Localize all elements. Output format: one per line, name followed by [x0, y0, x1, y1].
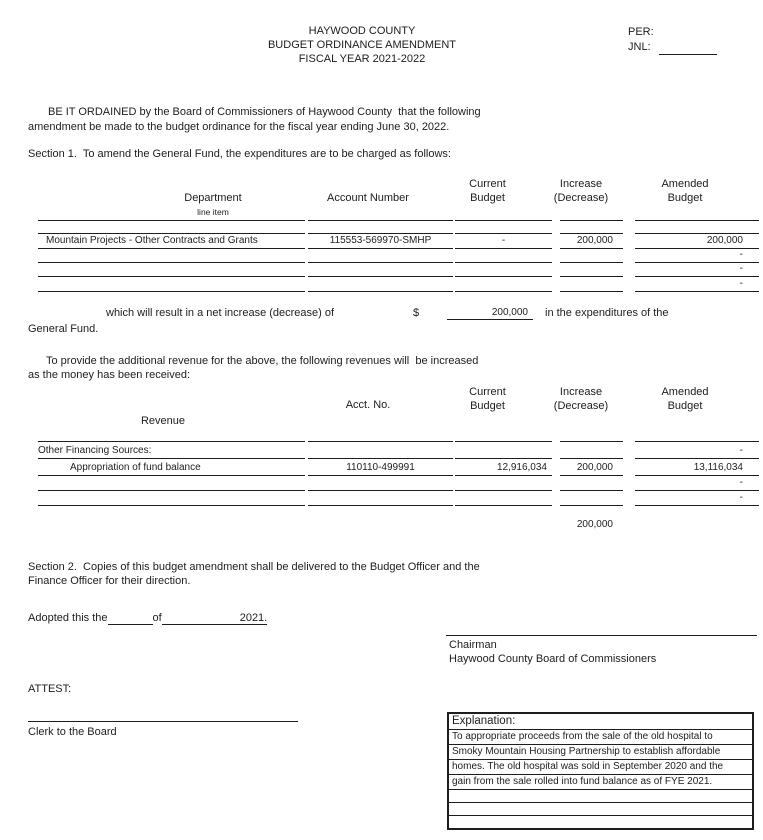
revenue-intro-line1: To provide the additional revenue for the above, the following revenues will be increased [46, 355, 479, 367]
explanation-line: To appropriate proceeds from the sale of the old hospital to [449, 730, 752, 745]
section1-heading: Section 1. To amend the General Fund, the expenditures are to be charged as follows: [28, 148, 451, 160]
col-header-account-number: Account Number [327, 192, 409, 204]
current-budget-cell [455, 491, 552, 506]
col-header-revenue: Revenue [140, 415, 186, 427]
col-header-increase-decrease: Increase (Decrease) [553, 386, 609, 412]
account-cell: 110110-499991 [308, 459, 453, 476]
increase-cell [560, 491, 623, 506]
attest-label: ATTEST: [28, 683, 72, 695]
amended-budget-cell: 200,000 [635, 233, 759, 249]
col-header-department: Department [184, 192, 242, 204]
amended-budget-cell: - [635, 441, 759, 459]
amended-budget-cell: - [635, 277, 759, 292]
current-budget-cell [455, 249, 552, 263]
col-header-amended-budget: Amended Budget [661, 178, 709, 204]
revenue-row [0, 459, 763, 476]
col-header-current-budget: Current Budget [469, 178, 506, 204]
col-header-acct-no: Acct. No. [345, 399, 391, 411]
revenue-cell: Other Financing Sources: [38, 441, 305, 459]
amended-budget-cell: 13,116,034 [635, 459, 759, 476]
increase-cell: 200,000 [560, 459, 623, 476]
amended-budget-cell: - [635, 491, 759, 506]
revenue-row [0, 476, 763, 491]
adopted-day-blank [108, 611, 153, 625]
increase-cell [560, 277, 623, 292]
current-budget-cell: 12,916,034 [455, 459, 552, 476]
doc-title-line2: BUDGET ORDINANCE AMENDMENT [267, 39, 457, 51]
col-header-current-budget: Current Budget [469, 386, 506, 412]
net-increase-text: which will result in a net increase (decrease) of [106, 307, 335, 319]
current-budget-cell [455, 476, 552, 491]
expenditure-row [0, 233, 763, 249]
increase-cell [560, 441, 623, 459]
doc-title-line1: HAYWOOD COUNTY [308, 25, 416, 37]
jnl-label: JNL: [628, 41, 651, 53]
department-cell [38, 263, 305, 277]
revenue-row [0, 441, 763, 459]
col-header-amended-budget: Amended Budget [661, 386, 709, 412]
col-header-increase-decrease: Increase (Decrease) [553, 178, 609, 204]
account-cell [308, 441, 453, 459]
explanation-line: gain from the sale rolled into fund balance as of FYE 2021. [449, 775, 752, 790]
intro-line1: BE IT ORDAINED by the Board of Commissioners of Haywood County that the following [48, 106, 481, 118]
per-label: PER: [628, 26, 654, 38]
revenue-cell [38, 491, 305, 506]
amended-budget-cell: - [635, 249, 759, 263]
dollar-sign: $ [413, 307, 420, 319]
current-budget-cell [455, 441, 552, 459]
increase-total: 200,000 [576, 519, 613, 530]
chairman-title: Chairman [449, 639, 497, 651]
section2-paragraph [28, 560, 573, 588]
adopted-prefix: Adopted this the [28, 612, 108, 624]
net-increase-suffix: in the expenditures of the [545, 307, 669, 319]
amended-budget-cell: - [635, 476, 759, 491]
current-budget-cell [455, 277, 552, 292]
general-fund-text: General Fund. [28, 323, 99, 335]
increase-cell: 200,000 [560, 233, 623, 249]
net-increase-amount: 200,000 [447, 305, 533, 320]
section2-line1: Section 2. Copies of this budget amendment shall be delivered to the Budget Officer and the [28, 561, 480, 573]
current-budget-cell [455, 263, 552, 277]
revenue-row [0, 491, 763, 506]
revenue-cell: Appropriation of fund balance [38, 459, 305, 476]
explanation-box [447, 712, 754, 830]
clerk-label: Clerk to the Board [28, 726, 117, 738]
explanation-line: Smoky Mountain Housing Partnership to establish affordable [449, 745, 752, 760]
department-cell [38, 277, 305, 292]
expenditure-header-underline [0, 220, 763, 221]
clerk-signature-line [28, 721, 298, 722]
jnl-blank-field [659, 41, 717, 55]
current-budget-cell: - [455, 233, 552, 249]
explanation-label: Explanation: [449, 714, 752, 730]
account-cell [308, 476, 453, 491]
explanation-empty-row [449, 816, 752, 828]
adopted-of: of [152, 612, 162, 624]
adopted-year: 2021. [239, 612, 268, 624]
increase-cell [560, 263, 623, 277]
intro-paragraph [28, 105, 563, 135]
account-cell [308, 249, 453, 263]
section2-line2: Finance Officer for their direction. [28, 575, 191, 587]
explanation-line: homes. The old hospital was sold in September 2020 and the [449, 760, 752, 775]
revenue-intro-line2: as the money has been received: [28, 369, 191, 381]
adopted-month-blank [162, 611, 240, 625]
account-cell [308, 277, 453, 292]
chairman-signature-line [446, 635, 757, 636]
explanation-empty-row [449, 803, 752, 816]
increase-cell [560, 249, 623, 263]
adopted-line [28, 611, 267, 625]
jnl-row [628, 40, 717, 55]
per-jnl-block [628, 25, 717, 55]
account-cell [308, 263, 453, 277]
intro-line2: amendment be made to the budget ordinance for the fiscal year ending June 30, 2022. [28, 121, 450, 133]
explanation-empty-row [449, 790, 752, 803]
doc-title-line3: FISCAL YEAR 2021-2022 [298, 53, 426, 65]
expenditure-row [0, 263, 763, 277]
expenditure-row [0, 249, 763, 263]
revenue-intro [28, 354, 563, 382]
chairman-org: Haywood County Board of Commissioners [449, 653, 657, 665]
amended-budget-cell: - [635, 263, 759, 277]
department-cell: Mountain Projects - Other Contracts and Grants [38, 233, 305, 249]
revenue-cell [38, 476, 305, 491]
account-cell: 115553-569970-SMHP [308, 233, 453, 249]
col-header-line-item: line item [197, 207, 229, 217]
expenditure-row [0, 277, 763, 292]
account-cell [308, 491, 453, 506]
doc-title [182, 24, 542, 66]
department-cell [38, 249, 305, 263]
increase-cell [560, 476, 623, 491]
